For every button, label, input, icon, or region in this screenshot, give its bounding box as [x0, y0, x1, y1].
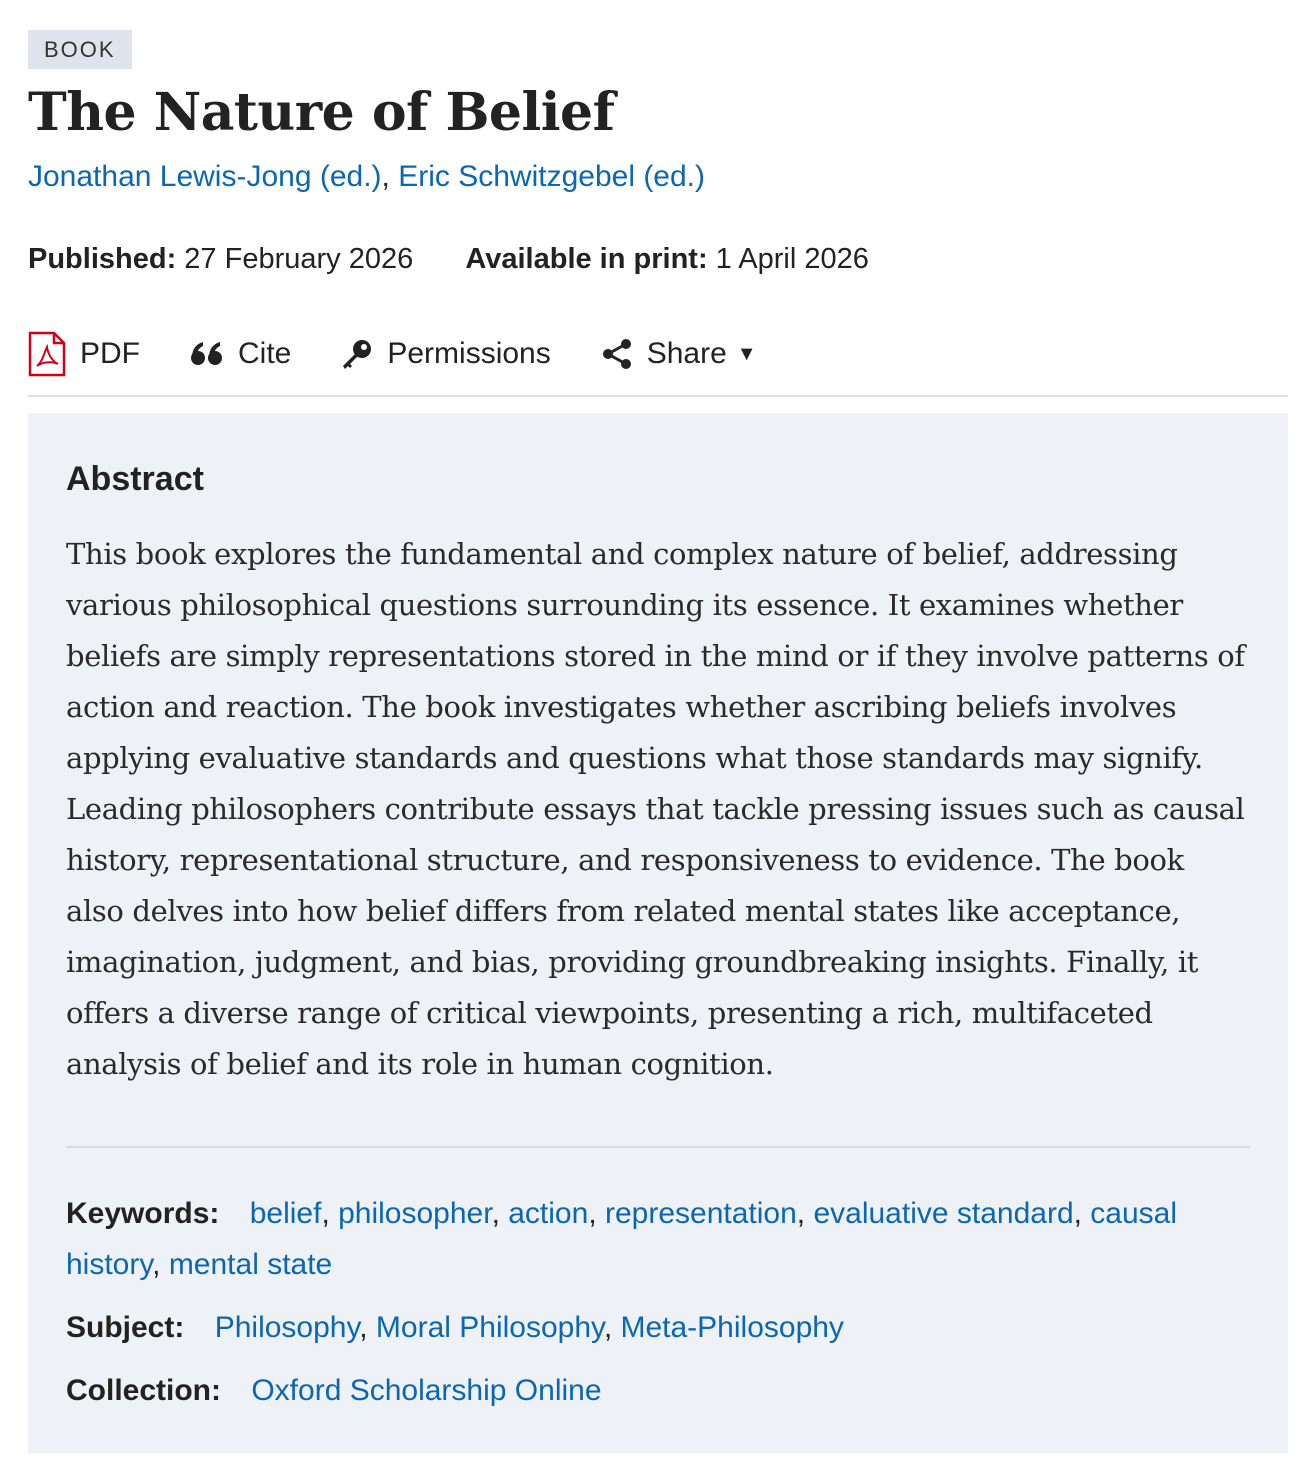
section-divider	[66, 1146, 1250, 1148]
content-type-badge: BOOK	[28, 30, 132, 69]
share-button[interactable]	[601, 337, 757, 371]
cite-label: Cite	[238, 337, 292, 370]
published-date: 27 February 2026	[184, 243, 414, 275]
share-label: Share	[646, 337, 727, 370]
cite-button[interactable]	[190, 337, 291, 371]
subject-link[interactable]: Meta-Philosophy	[620, 1311, 844, 1344]
quote-icon	[190, 341, 224, 367]
pdf-icon	[28, 331, 66, 377]
author-list	[28, 159, 1288, 195]
author-separator: ,	[381, 160, 399, 193]
author-link-1[interactable]: Jonathan Lewis-Jong (ed.)	[28, 160, 382, 193]
keyword-link[interactable]: representation	[604, 1197, 797, 1230]
publication-dates	[28, 241, 1288, 277]
keyword-link[interactable]: mental state	[168, 1248, 333, 1281]
published-label: Published:	[28, 243, 177, 275]
subject-link[interactable]: Moral Philosophy	[375, 1311, 604, 1344]
permissions-button[interactable]	[341, 337, 550, 371]
abstract-panel	[28, 413, 1288, 1453]
subject-row: Subject: Philosophy, Moral Philosophy, Meta-Philosophy	[66, 1311, 844, 1344]
abstract-heading: Abstract	[66, 460, 204, 498]
keywords-label: Keywords:	[66, 1197, 220, 1230]
keywords-row: Keywords: belief, philosopher, action, representation, evaluative standard, causal history, mental state	[66, 1197, 1178, 1281]
keyword-link[interactable]: causal history	[66, 1197, 1178, 1281]
page-title: The Nature of Belief	[28, 82, 615, 143]
subject-link[interactable]: Philosophy	[214, 1311, 360, 1344]
print-date: 1 April 2026	[715, 243, 869, 275]
pdf-button[interactable]	[28, 331, 140, 377]
keyword-link[interactable]: philosopher	[338, 1197, 492, 1230]
print-label: Available in print:	[465, 243, 708, 275]
pdf-label: PDF	[80, 337, 140, 370]
abstract-text: This book explores the fundamental and complex nature of belief, addressing various philosophical questions surrounding its essence. It examines whether beliefs are simply representations stored in the mind or if they involve patterns of action and reaction. The book investigates whether ascribing beliefs involves applying evaluative standards and questions what those standards may signify. Leading philosophers contribute essays that tackle pressing issues such as causal history, representational structure, and responsiveness to evidence. The book also delves into how belief differs from related mental states like acceptance, imagination, judgment, and bias, providing groundbreaking insights. Finally, it offers a diverse range of critical viewpoints, presenting a rich, multifaceted analysis of belief and its role in human cognition.	[66, 537, 1245, 1081]
share-icon	[601, 338, 633, 370]
action-toolbar	[28, 329, 1288, 397]
collection-row	[66, 1365, 1250, 1416]
keyword-link[interactable]: action	[508, 1197, 589, 1230]
keyword-link[interactable]: belief	[249, 1197, 322, 1230]
permissions-label: Permissions	[387, 337, 551, 370]
collection-label: Collection:	[66, 1374, 221, 1407]
collection-link[interactable]: Oxford Scholarship Online	[251, 1374, 602, 1407]
dropdown-caret-icon: ▼	[736, 342, 757, 365]
subject-label: Subject:	[66, 1311, 185, 1344]
key-icon	[341, 338, 373, 370]
author-link-2[interactable]: Eric Schwitzgebel (ed.)	[398, 160, 706, 193]
keyword-link[interactable]: evaluative standard	[813, 1197, 1074, 1230]
